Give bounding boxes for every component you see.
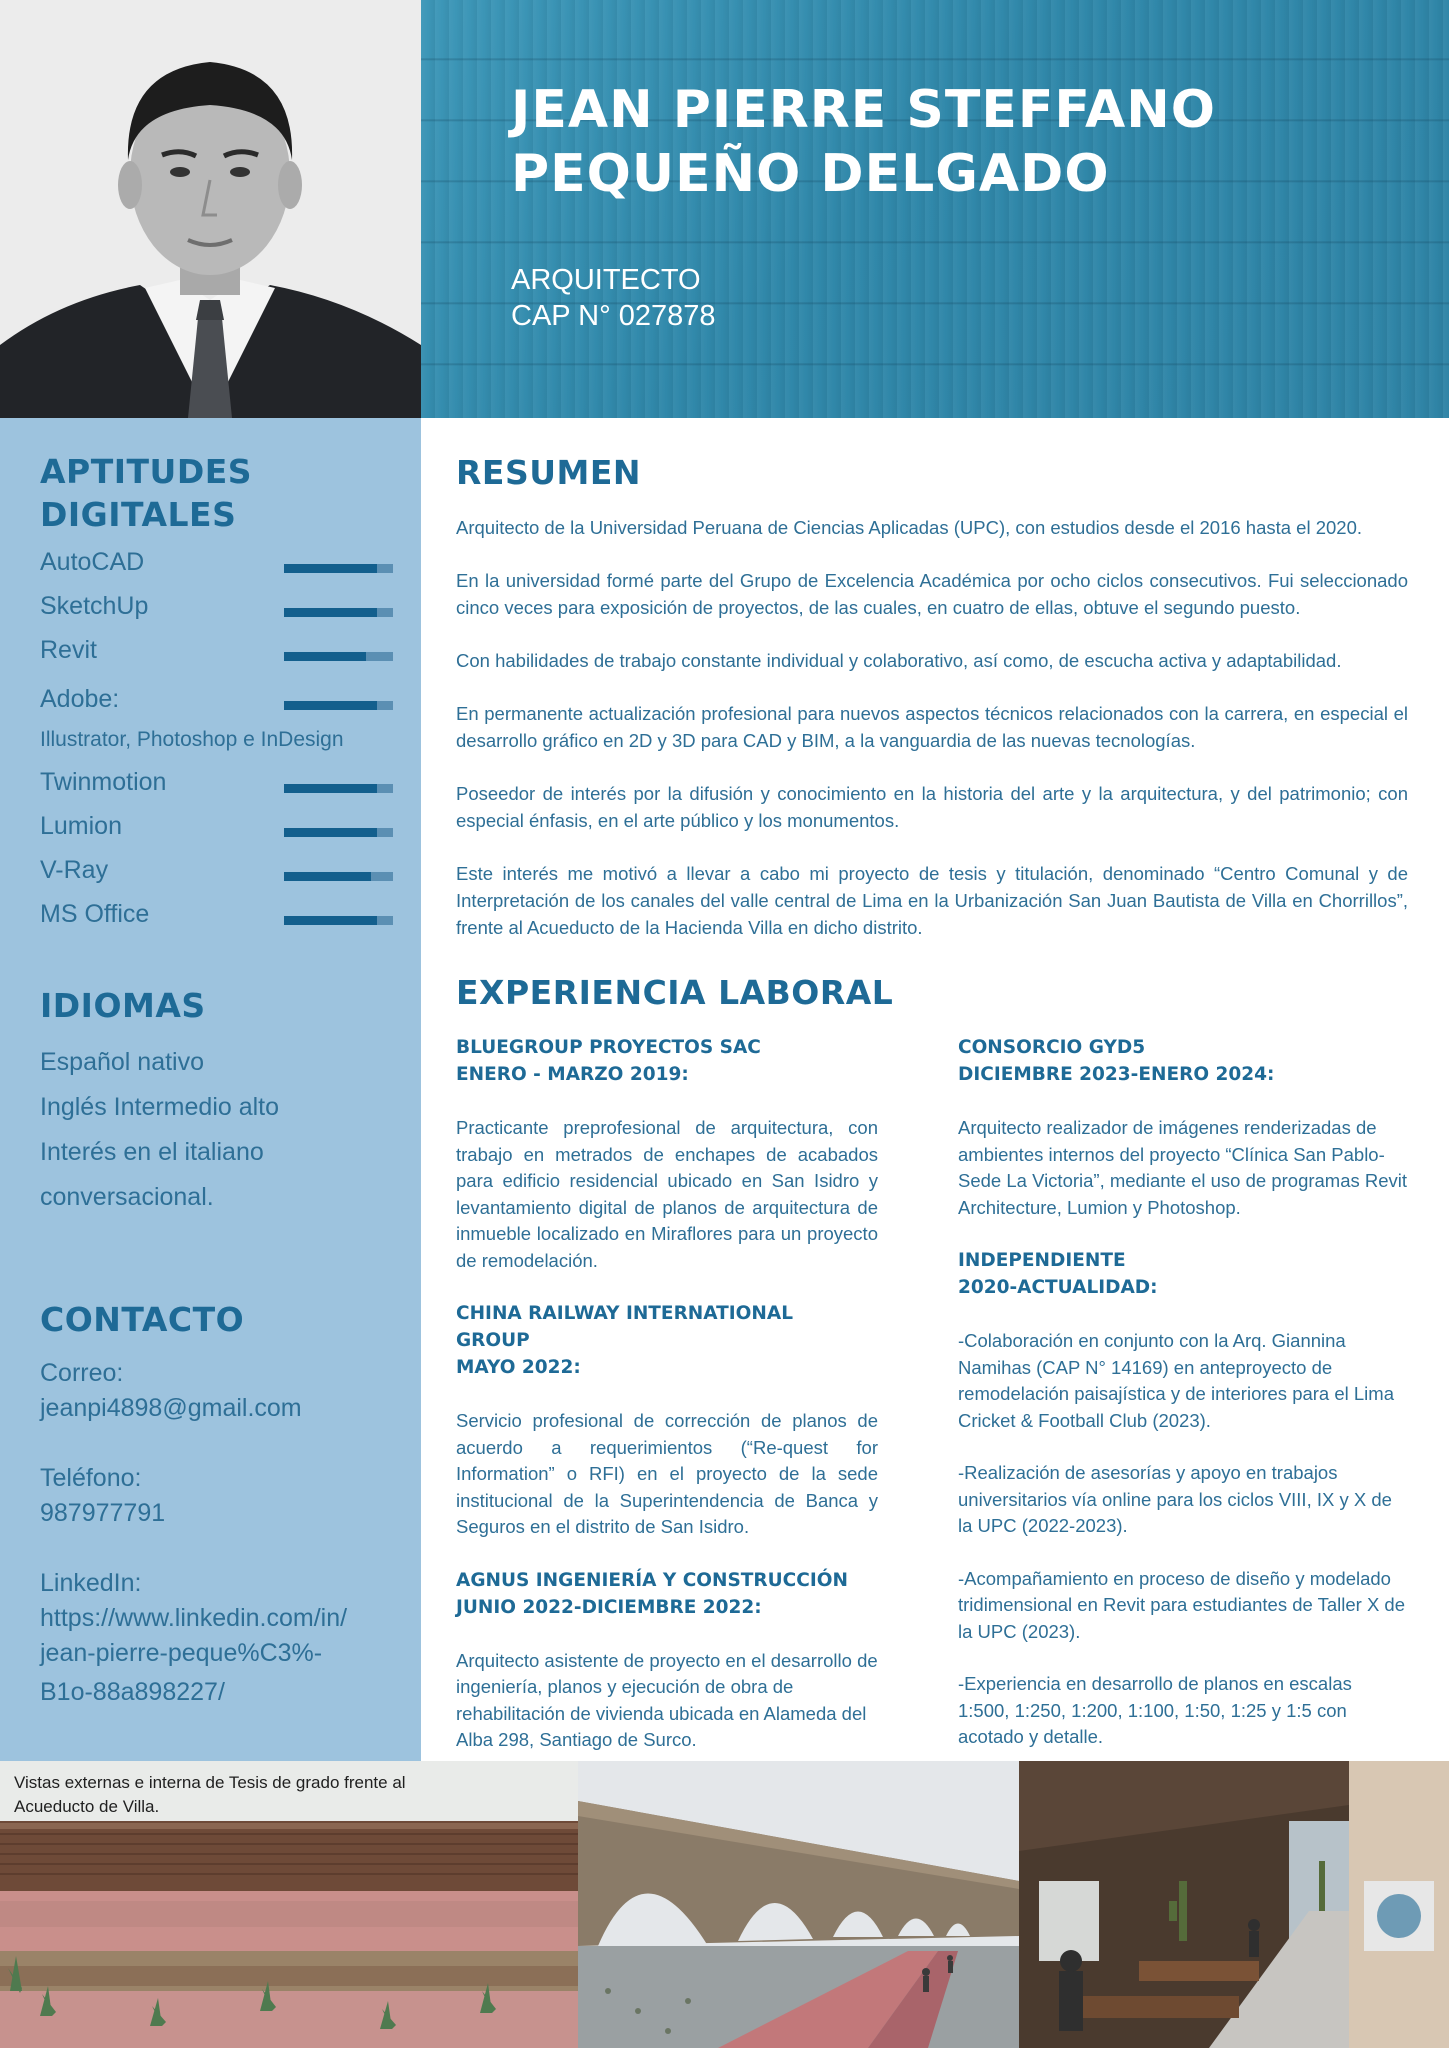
skill-label: Adobe: — [40, 685, 120, 713]
job-dates: ENERO - MARZO 2019: — [456, 1064, 689, 1085]
skill-label: Lumion — [40, 812, 122, 840]
job-title — [958, 1247, 1408, 1301]
job-description-text: Arquitecto realizador de imágenes renderizadas de ambientes internos del proyecto “Clínica San Pablo-Sede La Victoria”, mediante el uso de programas Revit Architecture, Lumion y Photoshop. — [958, 1117, 1408, 1218]
skill-twinmotion — [40, 768, 395, 808]
languages-heading: IDIOMAS — [40, 986, 206, 1025]
job-description — [456, 1408, 878, 1541]
skill-bar-fill — [284, 701, 377, 710]
render-exterior-building — [0, 1761, 578, 2048]
summary-paragraph: Poseedor de interés por la difusión y conocimiento en la historia del arte y la arquitectura, y del patrimonio; con especial énfasis, en el arte público y los monumentos. — [456, 783, 1408, 831]
languages-list — [40, 1040, 400, 1220]
gallery-caption: Vistas externas e interna de Tesis de grado frente al Acueducto de Villa. — [14, 1773, 406, 1816]
job-company: INDEPENDIENTE — [958, 1250, 1126, 1271]
language-item: conversacional. — [40, 1183, 214, 1211]
render-aqueduct-image — [578, 1761, 1019, 2048]
job-description-text: Arquitecto asistente de proyecto en el desarrollo de ingeniería, planos y ejecución de obra de rehabilitación de vivienda ubicada en Alameda del Alba 298, Santiago de Surco. — [456, 1649, 878, 1750]
linkedin-link-line-3[interactable]: B1o-88a898227/ — [40, 1678, 225, 1706]
job-company-cont: GROUP — [456, 1330, 530, 1351]
profile-photo — [0, 0, 421, 418]
portrait-illustration — [0, 0, 421, 418]
skill-bar — [284, 701, 393, 710]
skill-bar-fill — [284, 608, 377, 617]
skill-label: Revit — [40, 636, 97, 664]
linkedin-label: LinkedIn: — [40, 1569, 142, 1597]
job-description-text: -Colaboración en conjunto con la Arq. Giannina Namihas (CAP N° 14169) en anteproyecto de remodelación paisajística y de interiores para el Lima Cricket & Football Club (2023). — [958, 1330, 1394, 1431]
language-item: Inglés Intermedio alto — [40, 1093, 280, 1121]
skill-bar-fill — [284, 564, 377, 573]
skill-label: MS Office — [40, 900, 150, 928]
job-title — [958, 1034, 1408, 1088]
render-interior-gallery — [1019, 1761, 1449, 2048]
job-company: CHINA RAILWAY INTERNATIONAL — [456, 1303, 793, 1324]
render-aqueduct — [578, 1761, 1019, 2048]
profession-title: ARQUITECTO — [511, 264, 701, 296]
sidebar — [0, 418, 421, 1761]
contact-heading: CONTACTO — [40, 1300, 245, 1339]
skill-bar — [284, 916, 393, 925]
summary-paragraph: Arquitecto de la Universidad Peruana de Ciencias Aplicadas (UPC), con estudios desde el 2016 hasta el 2020. — [456, 517, 1363, 538]
email-label: Correo: — [40, 1359, 124, 1387]
summary-paragraph: Este interés me motivó a llevar a cabo mi proyecto de tesis y titulación, denominado “Centro Comunal y de Interpretación de los canales del valle central de Lima en la Urbanización San Juan Bautista de Villa en Chorrillos”, frente al Acueducto de la Hacienda Villa en dicho distrito. — [456, 863, 1408, 938]
header-banner — [421, 0, 1449, 418]
phone-label: Teléfono: — [40, 1464, 142, 1492]
summary-text — [456, 514, 1408, 967]
linkedin-link-line-2[interactable]: jean-pierre-peque%C3%- — [40, 1639, 323, 1667]
job-company: BLUEGROUP PROYECTOS SAC — [456, 1037, 761, 1058]
skill-label: V-Ray — [40, 856, 109, 884]
job-title — [456, 1034, 878, 1088]
job-description-text: -Acompañamiento en proceso de diseño y modelado tridimensional en Revit para estudiantes de Taller X de la UPC (2023). — [958, 1567, 1405, 1642]
job-title — [456, 1300, 878, 1381]
job-entry — [456, 1567, 878, 1754]
thesis-renders — [0, 1761, 1449, 2048]
skill-lumion — [40, 812, 395, 852]
skill-bar — [284, 872, 393, 881]
job-description — [958, 1115, 1408, 1221]
skill-bar — [284, 608, 393, 617]
skill-bar — [284, 564, 393, 573]
skill-label: Twinmotion — [40, 768, 167, 796]
skill-label: SketchUp — [40, 592, 149, 620]
adobe-detail: Illustrator, Photoshop e InDesign — [40, 728, 344, 751]
skills-heading-line-1: APTITUDES — [40, 452, 253, 491]
license-number: CAP N° 027878 — [511, 300, 716, 332]
skill-bar-fill — [284, 652, 366, 661]
email-link[interactable]: jeanpi4898@gmail.com — [40, 1394, 302, 1422]
skill-bar — [284, 828, 393, 837]
skills-heading-line-2: DIGITALES — [40, 495, 237, 534]
job-entry — [958, 1247, 1408, 1751]
skill-bar — [284, 784, 393, 793]
skill-adobe — [40, 685, 395, 725]
skill-bar-fill — [284, 784, 377, 793]
language-item: Interés en el italiano — [40, 1138, 264, 1166]
job-description — [456, 1115, 878, 1274]
job-company: AGNUS INGENIERÍA Y CONSTRUCCIÓN — [456, 1569, 848, 1591]
language-item: Español nativo — [40, 1048, 205, 1076]
job-dates: JUNIO 2022-DICIEMBRE 2022: — [456, 1596, 762, 1618]
job-description-text: Practicante preprofesional de arquitectura, con trabajo en metrados de enchapes de acabados para edificio residencial ubicado en San Isidro y levantamiento digital de planos de arquitectura de inmueble localizado en Miraflores para un proyecto de remodelación. — [456, 1117, 878, 1271]
summary-paragraph: Con habilidades de trabajo constante individual y colaborativo, así como, de escucha activa y adaptabilidad. — [456, 650, 1342, 671]
name-line-2: PEQUEÑO DELGADO — [511, 144, 1110, 204]
profession-block — [511, 262, 1111, 334]
skills-heading — [40, 450, 252, 536]
skill-bar-fill — [284, 828, 377, 837]
summary-heading: RESUMEN — [456, 453, 642, 492]
job-description — [958, 1328, 1408, 1751]
job-description — [456, 1648, 878, 1754]
experience-heading: EXPERIENCIA LABORAL — [456, 973, 894, 1012]
job-entry — [456, 1300, 878, 1541]
skill-bar — [284, 652, 393, 661]
job-description-text: -Experiencia en desarrollo de planos en escalas 1:500, 1:250, 1:200, 1:100, 1:50, 1:25 y 1:5 con acotado y detalle. — [958, 1673, 1352, 1747]
skill-autocad — [40, 548, 395, 588]
job-description-text: -Realización de asesorías y apoyo en trabajos universitarios vía online para los ciclos VIII, IX y X de la UPC (2022-2023). — [958, 1462, 1392, 1536]
job-dates: MAYO 2022: — [456, 1357, 581, 1378]
skill-bar-fill — [284, 916, 377, 925]
job-dates: 2020-ACTUALIDAD: — [958, 1277, 1158, 1298]
skill-revit — [40, 636, 395, 676]
phone-number: 987977791 — [40, 1499, 166, 1527]
job-title — [456, 1567, 878, 1621]
experience-column-left — [456, 1034, 878, 1780]
skill-bar-fill — [284, 872, 371, 881]
contact-block — [40, 1356, 410, 1710]
summary-paragraph: En permanente actualización profesional para nuevos aspectos técnicos relacionados con la carrera, en especial el desarrollo gráfico en 2D y 3D para CAD y BIM, a la vanguardia de las nuevas tecnologías. — [456, 703, 1408, 751]
name-line-1: JEAN PIERRE STEFFANO — [511, 80, 1216, 140]
job-dates: DICIEMBRE 2023-ENERO 2024: — [958, 1064, 1275, 1085]
job-description-text: Servicio profesional de corrección de planos de acuerdo a requerimientos (“Re-quest for Information” o RFI) en el proyecto de la sede institucional de la Superintendencia de Banca y Seguros en el distrito de San Isidro. — [456, 1410, 878, 1537]
job-company: CONSORCIO GYD5 — [958, 1037, 1146, 1058]
skill-label: AutoCAD — [40, 548, 145, 576]
experience-column-right — [958, 1034, 1408, 1777]
candidate-name — [511, 78, 1411, 206]
summary-paragraph: En la universidad formé parte del Grupo de Excelencia Académica por ocho ciclos consecutivos. Fui seleccionado cinco veces para exposición de proyectos, de las cuales, en cuatro de ellas, obtuve el segundo puesto. — [456, 570, 1408, 618]
job-entry — [958, 1034, 1408, 1221]
render-interior-image — [1019, 1761, 1449, 2048]
linkedin-link-line-1[interactable]: https://www.linkedin.com/in/ — [40, 1604, 348, 1632]
skill-sketchup — [40, 592, 395, 632]
skill-vray — [40, 856, 395, 896]
job-entry — [456, 1034, 878, 1274]
skill-ms-office — [40, 900, 395, 940]
